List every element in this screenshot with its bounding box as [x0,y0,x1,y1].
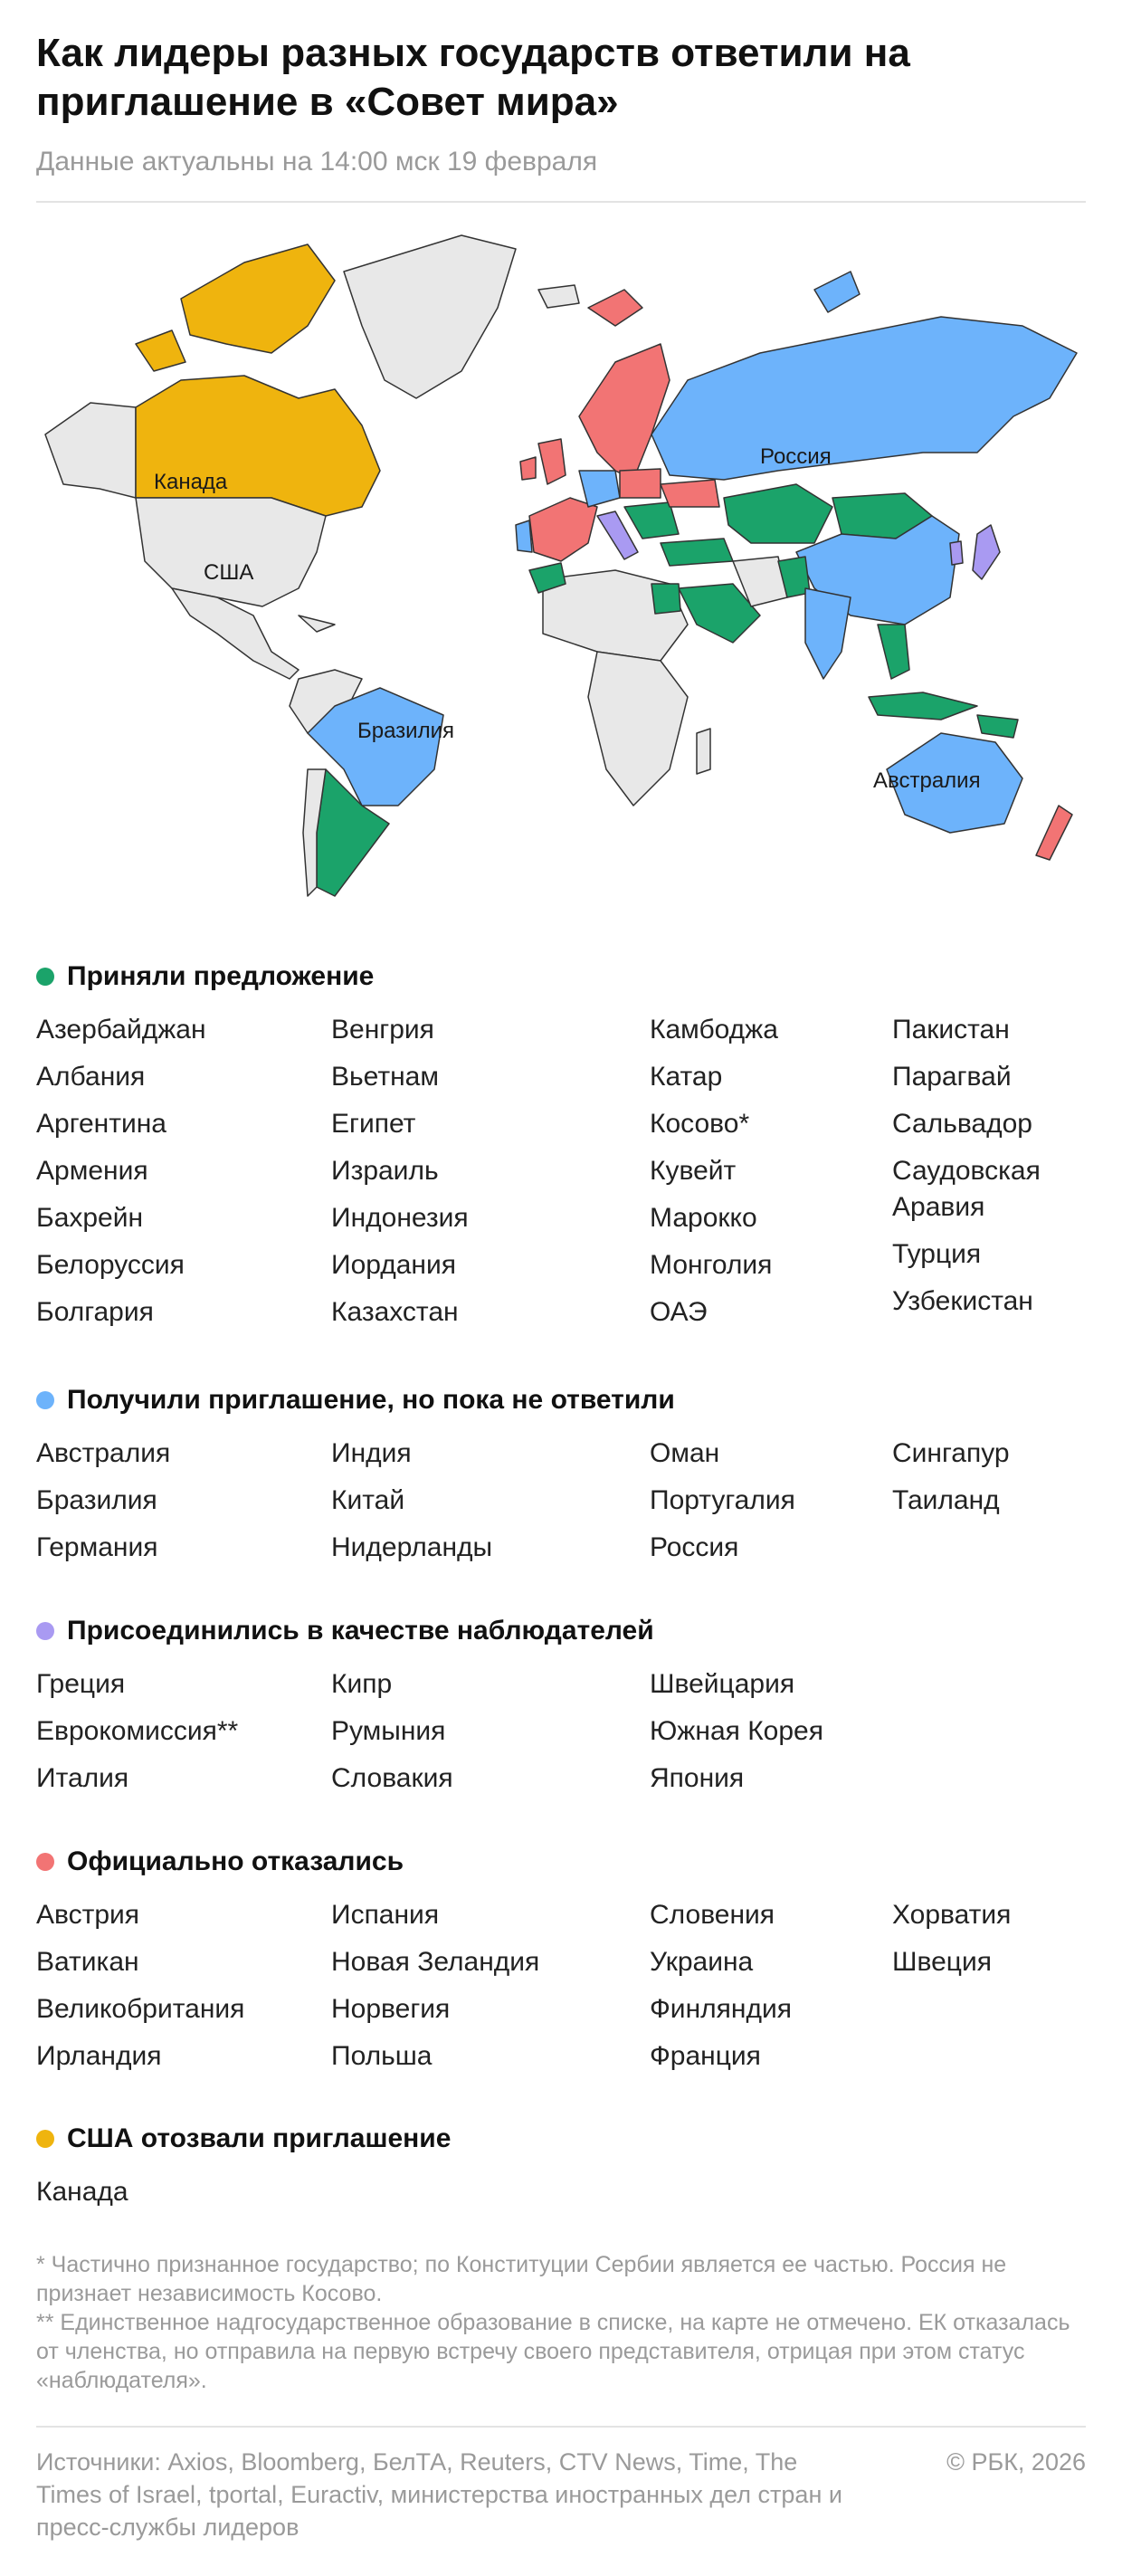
page-title: Как лидеры разных государств ответили на приглашение в «Совет мира» [36,31,910,124]
country-item: Сальвадор [892,1109,1032,1139]
country-item: Кувейт [650,1156,737,1186]
map-russia-novaya [814,272,860,312]
country-item: Саудовская Аравия [892,1156,1041,1222]
country-column [650,1007,778,1336]
map-kazakhstan [724,484,832,543]
country-column [36,1892,244,2080]
country-item: Словакия [331,1763,453,1793]
country-item: Австралия [36,1438,171,1468]
map-label-russia: Россия [760,444,832,469]
map-alaska [45,403,136,498]
country-item: Парагвай [892,1062,1012,1092]
country-item: Хорватия [892,1900,1012,1930]
map-egypt [651,584,680,614]
country-item: Китай [331,1485,405,1515]
country-column [36,1007,206,1336]
country-column [650,1661,823,1802]
country-item: Ватикан [36,1947,139,1977]
country-item: Румыния [331,1716,446,1746]
map-france-spain [529,498,597,561]
map-canada-island-2 [136,330,185,371]
footnote-kosovo: * Частично признанное государство; по Конституции Сербии является ее частью. Россия не признает независимость Косово. [36,2252,1007,2306]
country-column [892,1892,1011,1986]
country-item: Турция [892,1239,982,1269]
footnotes [36,2250,1086,2395]
legend-dot-pending [36,1391,54,1409]
country-item: Кипр [331,1669,393,1699]
country-column [36,1661,238,1802]
map-canada-islands [181,244,335,353]
country-item: Ирландия [36,2041,162,2071]
map-label-canada: Канада [154,470,228,494]
country-item: Армения [36,1156,148,1186]
country-item: Болгария [36,1297,154,1327]
country-item: Испания [331,1900,440,1930]
map-iceland [538,285,579,308]
country-item: Венгрия [331,1015,434,1045]
legend-dot-withdrawn [36,2130,54,2148]
country-item: Узбекистан [892,1286,1033,1316]
map-uk [538,439,566,484]
country-item: Швейцария [650,1669,795,1699]
map-indochina [878,625,909,679]
country-item: Новая Зеландия [331,1947,540,1977]
map-korea [950,541,963,565]
country-item: Греция [36,1669,126,1699]
country-item: Еврокомиссия** [36,1716,239,1746]
country-item: Южная Корея [650,1716,823,1746]
section-title: США отозвали приглашение [67,2123,452,2153]
country-item: Швеция [892,1947,992,1977]
country-column [892,1430,1010,1524]
country-item: Катар [650,1062,723,1092]
map-ukraine [661,480,719,507]
country-item: Белоруссия [36,1250,185,1280]
country-item: Украина [650,1947,754,1977]
map-indonesia [869,692,977,720]
map-new-guinea [977,715,1018,738]
country-item: Казахстан [331,1297,459,1327]
map-mexico [172,588,299,679]
section-title: Получили приглашение, но пока не ответили [67,1385,675,1415]
country-item: Норвегия [331,1994,451,2024]
legend-dot-observer [36,1622,54,1640]
country-item: Таиланд [892,1485,1000,1515]
country-column [650,1430,795,1571]
map-label-australia: Австралия [873,768,981,793]
data-timestamp: Данные актуальны на 14:00 мск 19 февраля [36,147,598,177]
copyright: © РБК, 2026 [946,2448,1086,2476]
country-item: Франция [650,2041,761,2071]
map-turkey [661,539,733,566]
country-item: Индия [331,1438,412,1468]
map-label-brazil: Бразилия [357,719,454,743]
section-header-accepted [36,961,374,992]
country-item: Сингапур [892,1438,1010,1468]
country-item: Словения [650,1900,775,1930]
country-item: Вьетнам [331,1062,439,1092]
country-item: Азербайджан [36,1015,206,1045]
country-item: ОАЭ [650,1297,708,1327]
country-item: Бразилия [36,1485,157,1515]
footnote-ec: ** Единственное надгосударственное образование в списке, на карте не отмечено. ЕК отказалась от членства, но отправила на первую встречу своего представителя, отрицая при этом статус «наблюдателя». [36,2310,1070,2393]
country-item: Аргентина [36,1109,166,1139]
country-item: Иордания [331,1250,457,1280]
country-item: Германия [36,1532,158,1562]
country-item: Польша [331,2041,433,2071]
map-canada [136,376,380,516]
country-item: Пакистан [892,1015,1010,1045]
divider [36,201,1086,203]
section-header-withdrawn [36,2123,451,2154]
country-column [331,1661,453,1802]
map-ireland [520,457,536,480]
country-item: Великобритания [36,1994,245,2024]
map-balkans [624,502,679,539]
country-item: Италия [36,1763,129,1793]
section-title: Присоединились в качестве наблюдателей [67,1616,654,1646]
country-column [650,1892,792,2080]
country-item: Индонезия [331,1203,469,1233]
footer-divider [36,2426,1086,2428]
country-item: Япония [650,1763,745,1793]
map-south-africa [588,652,688,806]
map-germany [579,471,620,507]
country-item: Египет [331,1109,416,1139]
country-item: Россия [650,1532,739,1562]
country-column [36,2169,128,2216]
section-title: Официально отказались [67,1846,404,1876]
country-item: Нидерланды [331,1532,493,1562]
map-new-zealand [1036,806,1072,860]
section-header-pending [36,1385,675,1416]
map-madagascar [697,729,710,774]
section-title: Приняли предложение [67,961,375,991]
world-map [36,226,1086,914]
country-item: Израиль [331,1156,439,1186]
map-portugal [516,520,532,552]
country-item: Косово* [650,1109,750,1139]
country-column [331,1430,492,1571]
map-usa [136,498,326,606]
country-item: Канада [36,2177,128,2207]
map-japan [973,525,1000,579]
country-item: Камбоджа [650,1015,778,1045]
map-scandinavia [579,344,670,480]
legend-dot-accepted [36,968,54,986]
sources: Источники: Axios, Bloomberg, БелТА, Reuters, CTV News, Time, The Times of Israel, tportal, Euractiv, министерства иностранных дел стран и пресс-службы лидеров [36,2448,842,2541]
country-column [331,1892,539,2080]
country-item: Марокко [650,1203,757,1233]
country-item: Португалия [650,1485,795,1515]
map-russia [651,317,1077,480]
map-india [805,588,851,679]
country-item: Албания [36,1062,146,1092]
country-item: Австрия [36,1900,140,1930]
country-column [892,1007,1091,1325]
country-column [36,1430,170,1571]
legend-dot-declined [36,1853,54,1871]
map-caribbean [299,615,335,632]
section-header-declined [36,1846,404,1877]
map-poland [620,469,661,498]
map-label-usa: США [204,560,254,585]
section-header-observer [36,1616,654,1646]
country-item: Финляндия [650,1994,792,2024]
country-item: Оман [650,1438,720,1468]
map-greenland [344,235,516,398]
map-svalbard [588,290,642,326]
country-item: Монголия [650,1250,773,1280]
country-column [331,1007,469,1336]
country-item: Бахрейн [36,1203,144,1233]
